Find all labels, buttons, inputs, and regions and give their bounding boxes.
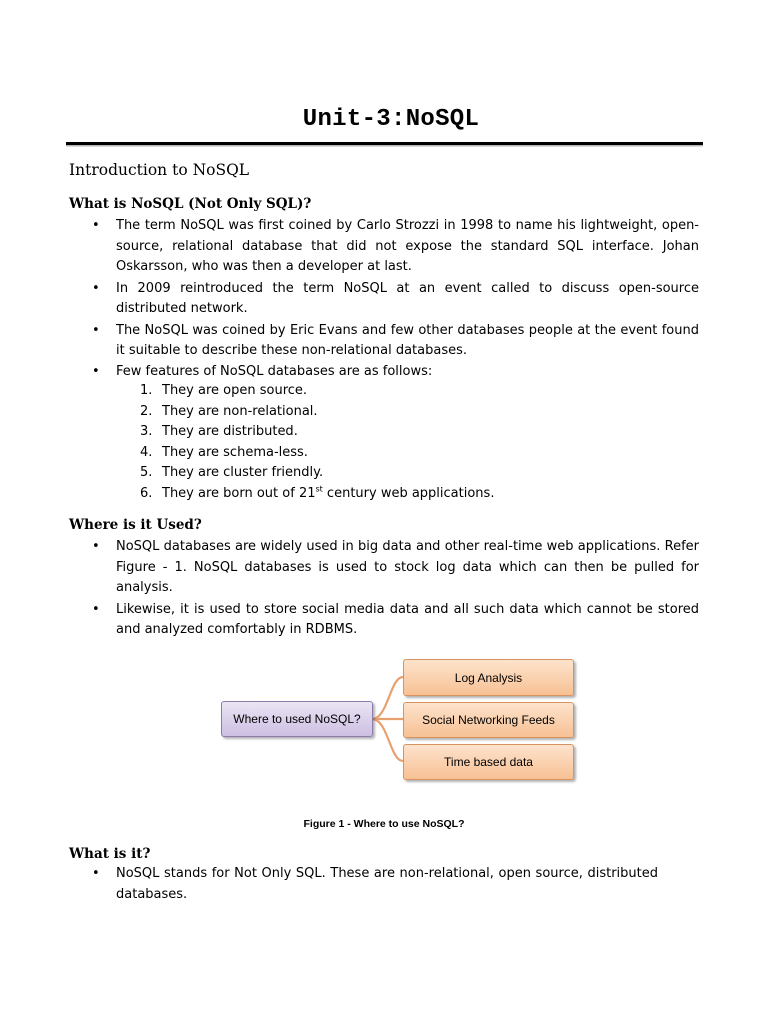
feature-item: 5. They are cluster friendly. [140,465,324,480]
diagram-node-log-analysis: Log Analysis [403,659,574,696]
diagram-center-node: Where to used NoSQL? [221,701,373,737]
connector-time-based [372,719,403,761]
heading-what-is-nosql: What is NoSQL (Not Only SQL)? [69,196,312,212]
list-item: • In 2009 reintroduced the term NoSQL at an event called to discuss open-source distributed network. [116,279,699,320]
feature-item: 3. They are distributed. [140,424,298,439]
feature-item: 2. They are non-relational. [140,403,318,419]
heading-where-is-it-used: Where is it Used? [69,517,202,533]
list-item: • NoSQL databases are widely used in big data and other real-time web applications. Refer Figure - 1. NoSQL databases is used to stock log data which can then be pulled for analysis. [116,537,699,599]
diagram-node-time-based-data: Time based data [403,744,574,780]
list-item: • Likewise, it is used to store social media data and all such data which cannot be stored and analyzed comfortably in RDBMS. [116,600,699,641]
diagram-node-social-networking-feeds: Social Networking Feeds [403,702,574,738]
list-item: • Few features of NoSQL databases are as follows: [116,362,699,383]
feature-item: 1. They are open source. [140,383,308,398]
heading-what-is-it: What is it? [69,846,151,862]
list-item: • The NoSQL was coined by Eric Evans and few other databases people at the event found it suitable to describe these non-relational databases. [116,321,699,362]
list-item: • The term NoSQL was first coined by Carlo Strozzi in 1998 to name his lightweight, open-source, relational database that did not expose the standard SQL interface. Johan Oskarsson, who was then a developer at last. [116,216,699,278]
list-item: • NoSQL stands for Not Only SQL. These are non-relational, open source, distributed databases. [116,864,658,905]
feature-item: 6. They are born out of 21st century web applications. [140,484,495,501]
feature-item: 4. They are schema-less. [140,444,308,460]
unit-title: Unit-3:NoSQL [302,106,480,133]
figure-caption: Figure 1 - Where to use NoSQL? [303,818,465,830]
what-is-it-bullet-list [116,864,658,905]
section-heading-introduction: Introduction to NoSQL [69,161,250,179]
connector-log-analysis [372,677,403,719]
